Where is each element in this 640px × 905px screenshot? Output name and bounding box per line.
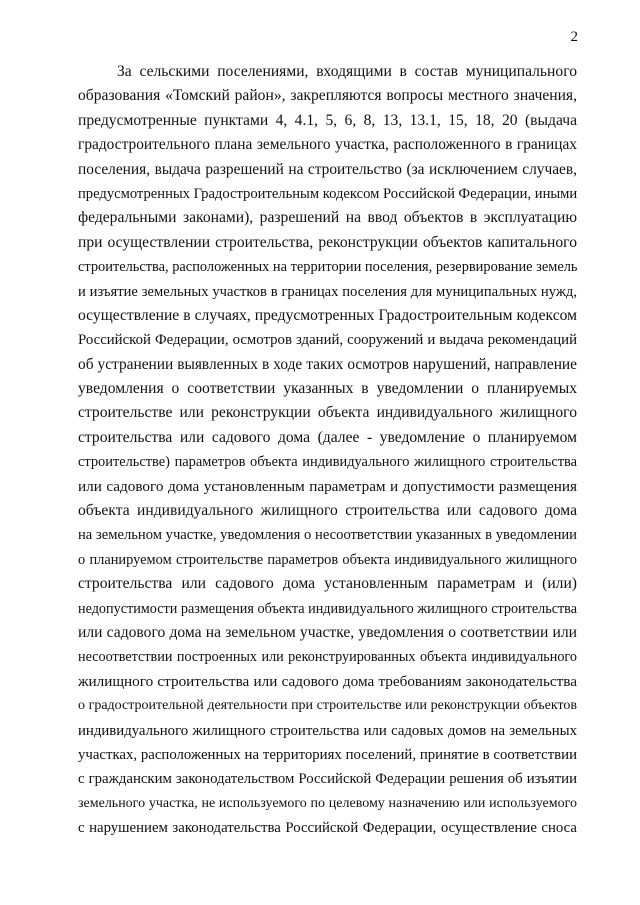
text-line: или садового дома на земельном участке, уведомления о соответствии или — [78, 623, 577, 641]
text-line: несоответствии построенных или реконструированных объекта индивидуального — [78, 649, 577, 666]
text-line: предусмотренные пунктами 4, 4.1, 5, 6, 8, 13, 13.1, 15, 18, 20 (выдача — [78, 111, 577, 129]
body-paragraph — [78, 60, 577, 841]
text-line: индивидуального жилищного строительства или садовых домов на земельных — [78, 722, 577, 739]
text-line: недопустимости размещения объекта индивидуального жилищного строительства — [78, 600, 577, 617]
text-line: объекта индивидуального жилищного строительства или садового дома — [78, 502, 577, 520]
text-line: строительства, расположенных на территории поселения, резервирование земель — [78, 259, 577, 276]
text-line: поселения, выдача разрешений на строительство (за исключением случаев, — [78, 160, 577, 178]
text-line: строительства или садового дома установленным параметрам и (или) — [78, 575, 577, 593]
text-line: строительства или садового дома (далее - уведомление о планируемом — [78, 428, 577, 446]
text-line: осуществление в случаях, предусмотренных Градостроительным кодексом — [78, 306, 577, 324]
text-line: уведомления о соответствии указанных в уведомлении о планируемых — [78, 380, 577, 398]
text-line: За сельскими поселениями, входящими в состав муниципального — [117, 63, 577, 80]
text-line: или садового дома установленным параметрам и допустимости размещения — [78, 477, 577, 495]
text-line: и изъятие земельных участков в границах поселения для муниципальных нужд, — [78, 283, 577, 300]
text-line: участках, расположенных на территориях поселений, принятие в соответствии — [78, 746, 577, 763]
text-line: строительстве или реконструкции объекта индивидуального жилищного — [78, 404, 577, 422]
text-line: образования «Томский район», закрепляются вопросы местного значения, — [78, 87, 577, 105]
text-line: на земельном участке, уведомления о несоответствии указанных в уведомлении — [78, 527, 577, 544]
text-line: с гражданским законодательством Российской Федерации решения об изъятии — [78, 771, 577, 788]
text-line: об устранении выявленных в ходе таких осмотров нарушений, направление — [78, 355, 577, 373]
text-line: при осуществлении строительства, реконструкции объектов капитального — [78, 233, 577, 251]
text-line: градостроительного плана земельного участка, расположенного в границах — [78, 136, 577, 154]
text-line: о градостроительной деятельности при строительстве или реконструкции объектов — [78, 698, 577, 714]
text-line: федеральными законами), разрешений на ввод объектов в эксплуатацию — [78, 209, 577, 227]
text-line: земельного участка, не используемого по целевому назначению или используемого — [78, 795, 577, 811]
text-line: с нарушением законодательства Российской Федерации, осуществление сноса — [78, 820, 577, 837]
text-line: предусмотренных Градостроительным кодексом Российской Федерации, иными — [78, 185, 577, 202]
text-line: Российской Федерации, осмотров зданий, сооружений и выдача рекомендаций — [78, 332, 577, 349]
page-number: 2 — [570, 29, 578, 45]
text-line: строительстве) параметров объекта индивидуального жилищного строительства — [78, 454, 577, 471]
text-line: жилищного строительства или садового дома требованиям законодательства — [78, 672, 577, 690]
text-line: о планируемом строительстве параметров объекта индивидуального жилищного — [78, 551, 577, 568]
